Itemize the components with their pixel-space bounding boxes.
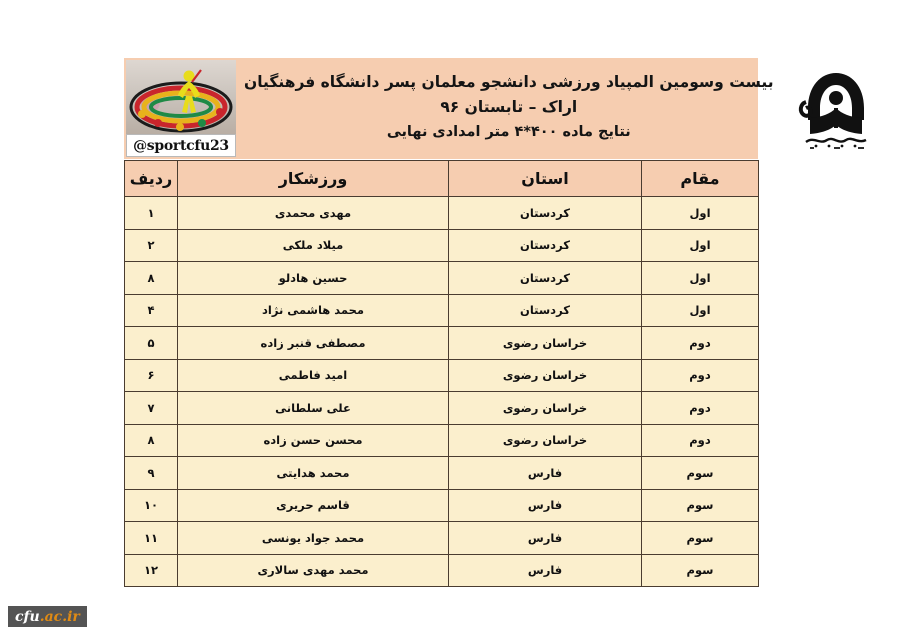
result-province: فارس — [449, 489, 642, 522]
result-province: کردستان — [449, 229, 642, 262]
result-rank: سوم — [642, 489, 759, 522]
result-athlete: مهدی محمدی — [178, 197, 449, 230]
table-row — [125, 489, 759, 522]
table-row — [125, 392, 759, 425]
site-tld-text: .ac.ir — [39, 608, 80, 625]
table-row — [125, 327, 759, 360]
result-rank: اول — [642, 197, 759, 230]
result-athlete: مصطفی قنبر زاده — [178, 327, 449, 360]
result-athlete: علی سلطانی — [178, 392, 449, 425]
results-table-body — [125, 197, 759, 587]
result-index: ۵ — [125, 327, 178, 360]
result-rank: سوم — [642, 457, 759, 490]
result-index: ۱۱ — [125, 522, 178, 555]
result-rank: دوم — [642, 424, 759, 457]
event-subtitle: نتایج ماده ۴۰۰*۴ متر امدادی نهایی — [386, 123, 631, 140]
result-province: کردستان — [449, 262, 642, 295]
column-header-athlete: ورزشکار — [178, 161, 449, 197]
olympiad-social-handle: @sportcfu23 — [126, 134, 236, 157]
result-athlete: حسین هادلو — [178, 262, 449, 295]
result-province: خراسان رضوی — [449, 392, 642, 425]
result-athlete: امید فاطمی — [178, 359, 449, 392]
result-index: ۸ — [125, 262, 178, 295]
result-rank: اول — [642, 262, 759, 295]
result-province: فارس — [449, 554, 642, 587]
olympiad-logo-icon — [126, 60, 236, 134]
column-header-rank: مقام — [642, 161, 759, 197]
result-athlete: محمد مهدی سالاری — [178, 554, 449, 587]
result-athlete: محسن حسن زاده — [178, 424, 449, 457]
event-location: اراک – تابستان ۹۶ — [440, 98, 578, 117]
result-rank: سوم — [642, 522, 759, 555]
table-row — [125, 424, 759, 457]
result-province: خراسان رضوی — [449, 327, 642, 360]
table-row — [125, 262, 759, 295]
result-rank: اول — [642, 229, 759, 262]
column-header-province: استان — [449, 161, 642, 197]
table-header-row — [125, 161, 759, 197]
table-row — [125, 294, 759, 327]
result-index: ۸ — [125, 424, 178, 457]
column-header-row: ردیف — [125, 161, 178, 197]
result-rank: دوم — [642, 359, 759, 392]
table-row — [125, 197, 759, 230]
result-province: فارس — [449, 457, 642, 490]
result-athlete: محمد هدایتی — [178, 457, 449, 490]
result-province: فارس — [449, 522, 642, 555]
result-province: کردستان — [449, 294, 642, 327]
result-index: ۹ — [125, 457, 178, 490]
university-logo-block — [780, 58, 892, 159]
result-athlete: محمد جواد یونسی — [178, 522, 449, 555]
result-province: خراسان رضوی — [449, 424, 642, 457]
result-rank: سوم — [642, 554, 759, 587]
result-province: کردستان — [449, 197, 642, 230]
site-name-text: cfu — [15, 608, 40, 625]
table-row — [125, 522, 759, 555]
result-rank: دوم — [642, 392, 759, 425]
result-index: ۱ — [125, 197, 178, 230]
result-index: ۷ — [125, 392, 178, 425]
result-index: ۱۲ — [125, 554, 178, 587]
result-index: ۴ — [125, 294, 178, 327]
table-row — [125, 457, 759, 490]
results-table — [124, 160, 759, 587]
result-rank: دوم — [642, 327, 759, 360]
emblem-athlete-figure-icon — [174, 68, 204, 114]
result-index: ۲ — [125, 229, 178, 262]
table-row — [125, 359, 759, 392]
site-watermark-badge — [8, 606, 87, 627]
farhangian-university-logo-icon — [794, 62, 878, 154]
table-row — [125, 229, 759, 262]
table-row — [125, 554, 759, 587]
olympiad-emblem-block — [124, 58, 238, 159]
result-index: ۱۰ — [125, 489, 178, 522]
result-athlete: محمد هاشمی نژاد — [178, 294, 449, 327]
result-index: ۶ — [125, 359, 178, 392]
result-athlete: میلاد ملکی — [178, 229, 449, 262]
result-province: خراسان رضوی — [449, 359, 642, 392]
result-rank: اول — [642, 294, 759, 327]
document-header-banner — [124, 58, 774, 159]
result-athlete: قاسم حریری — [178, 489, 449, 522]
banner-title-group — [238, 58, 780, 159]
event-title: بیست وسومین المپیاد ورزشی دانشجو معلمان پسر دانشگاه فرهنگیان — [244, 73, 774, 92]
university-logo-caption-art — [806, 138, 866, 147]
